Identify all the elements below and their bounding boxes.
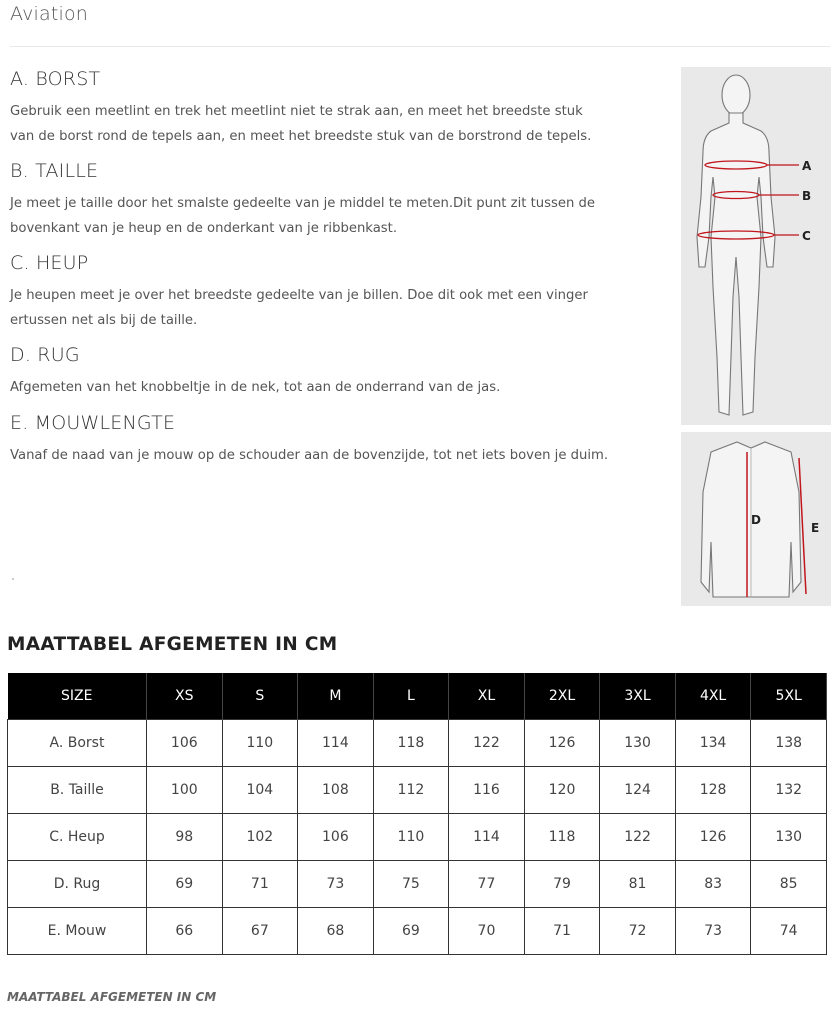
- measure-taille: [10, 158, 610, 241]
- table-cell: 130: [600, 720, 676, 767]
- table-cell: A. Borst: [8, 720, 147, 767]
- table-row: [8, 720, 827, 767]
- table-cell: 110: [222, 720, 298, 767]
- column-header: 3XL: [600, 673, 676, 720]
- table-cell: 81: [600, 861, 676, 908]
- table-cell: 69: [147, 861, 223, 908]
- column-header: XL: [449, 673, 525, 720]
- table-cell: 68: [298, 908, 374, 955]
- table-cell: 138: [751, 720, 827, 767]
- table-title: MAATTABEL AFGEMETEN IN CM: [7, 634, 338, 655]
- measure-heading: B. TAILLE: [10, 160, 99, 182]
- table-cell: 112: [373, 767, 449, 814]
- table-cell: 72: [600, 908, 676, 955]
- label-c: C: [802, 229, 811, 243]
- table-cell: 126: [524, 720, 600, 767]
- table-cell: 122: [600, 814, 676, 861]
- body-measurement-illustration: [681, 67, 831, 425]
- table-cell: 130: [751, 814, 827, 861]
- table-cell: 70: [449, 908, 525, 955]
- column-header: XS: [147, 673, 223, 720]
- table-cell: 134: [675, 720, 751, 767]
- measure-heading: A. BORST: [10, 68, 101, 90]
- table-cell: 108: [298, 767, 374, 814]
- column-header: S: [222, 673, 298, 720]
- label-b: B: [802, 189, 812, 203]
- table-cell: 69: [373, 908, 449, 955]
- table-cell: 120: [524, 767, 600, 814]
- size-table: [7, 673, 827, 955]
- table-cell: 114: [449, 814, 525, 861]
- table-cell: 85: [751, 861, 827, 908]
- measure-heading: E. MOUWLENGTE: [10, 411, 176, 434]
- table-cell: 75: [373, 861, 449, 908]
- table-cell: 126: [675, 814, 751, 861]
- column-header: 2XL: [524, 673, 600, 720]
- table-cell: 83: [675, 861, 751, 908]
- divider: [10, 46, 830, 47]
- measure-borst: [10, 66, 610, 149]
- measurement-instructions: [10, 66, 610, 477]
- measure-heup: [10, 250, 610, 333]
- table-cell: 66: [147, 908, 223, 955]
- table-cell: 118: [373, 720, 449, 767]
- table-cell: 100: [147, 767, 223, 814]
- table-row: [8, 861, 827, 908]
- table-cell: 114: [298, 720, 374, 767]
- label-d: D: [751, 513, 761, 527]
- measure-text: Je meet je taille door het smalste gedeelte van je middel te meten.Dit punt zit tussen de bovenkant van je heup en de onderkant van je ribbenkast.: [10, 196, 596, 236]
- table-header-row: [8, 673, 827, 720]
- page-title: Aviation: [10, 3, 89, 25]
- table-cell: 106: [298, 814, 374, 861]
- table-cell: 132: [751, 767, 827, 814]
- table-cell: 71: [222, 861, 298, 908]
- table-row: [8, 908, 827, 955]
- table-cell: 124: [600, 767, 676, 814]
- column-header: 4XL: [675, 673, 751, 720]
- table-cell: 104: [222, 767, 298, 814]
- table-cell: D. Rug: [8, 861, 147, 908]
- table-cell: 74: [751, 908, 827, 955]
- stray-dot: [12, 578, 14, 580]
- table-cell: E. Mouw: [8, 908, 147, 955]
- table-cell: 77: [449, 861, 525, 908]
- table-cell: 73: [298, 861, 374, 908]
- measure-heading: D. RUG: [10, 344, 80, 366]
- table-cell: 73: [675, 908, 751, 955]
- table-cell: 67: [222, 908, 298, 955]
- table-cell: 118: [524, 814, 600, 861]
- measure-rug: [10, 342, 610, 401]
- table-cell: 122: [449, 720, 525, 767]
- table-cell: 116: [449, 767, 525, 814]
- table-cell: B. Taille: [8, 767, 147, 814]
- measure-mouwlengte: [10, 410, 610, 469]
- label-e: E: [811, 521, 820, 535]
- table-cell: 128: [675, 767, 751, 814]
- table-cell: 79: [524, 861, 600, 908]
- table-cell: C. Heup: [8, 814, 147, 861]
- column-header: L: [373, 673, 449, 720]
- table-cell: 102: [222, 814, 298, 861]
- label-a: A: [802, 159, 812, 173]
- measure-text: Gebruik een meetlint en trek het meetlint niet te strak aan, en meet het breedste stuk van de borst rond de tepels aan, en meet het breedste stuk van de borstrond de tepels.: [10, 104, 592, 144]
- table-cell: 71: [524, 908, 600, 955]
- table-row: [8, 767, 827, 814]
- measure-text: Vanaf de naad van je mouw op de schouder aan de bovenzijde, tot net iets boven je duim.: [10, 447, 609, 463]
- jacket-measurement-illustration: [681, 432, 831, 606]
- measure-heading: C. HEUP: [10, 252, 89, 274]
- column-header: SIZE: [8, 673, 147, 720]
- table-cell: 110: [373, 814, 449, 861]
- measure-text: Afgemeten van het knobbeltje in de nek, tot aan de onderrand van de jas.: [10, 380, 501, 395]
- column-header: M: [298, 673, 374, 720]
- column-header: 5XL: [751, 673, 827, 720]
- table-cell: 98: [147, 814, 223, 861]
- table-cell: 106: [147, 720, 223, 767]
- table-row: [8, 814, 827, 861]
- measure-text: Je heupen meet je over het breedste gedeelte van je billen. Doe dit ook met een vinger ertussen net als bij de taille.: [10, 288, 588, 328]
- footer-note: MAATTABEL AFGEMETEN IN CM: [7, 990, 217, 1004]
